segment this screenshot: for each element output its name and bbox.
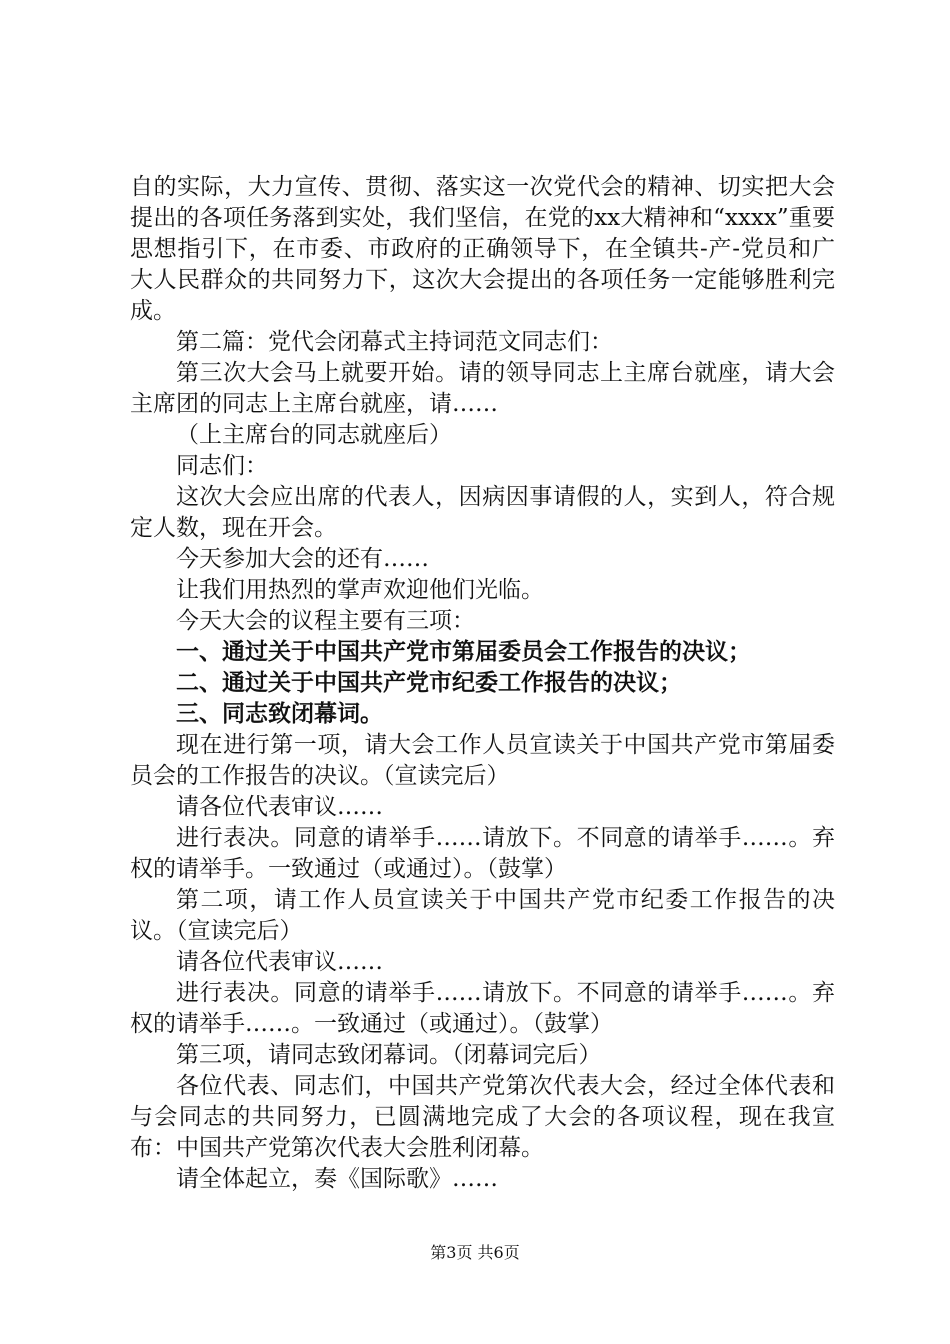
paragraph: 第三项，请同志致闭幕词。（闭幕词完后） (176, 1042, 602, 1068)
paragraph: 第三次大会马上就要开始。请的领导同志上主席台就座，请大会主席团的同志上主席台就座，请…… (130, 360, 835, 417)
paragraph: 自的实际，大力宣传、贯彻、落实这一次党代会的精神、切实把大会提出的各项任务落到实处，我们坚信，在党的xx大精神和“xxxx”重要思想指引下，在市委、市政府的正确领导下，在全镇共-产-党员和广大人民群众的共同努力下，这次大会提出的各项任务一定能够胜利完成。 (130, 174, 835, 324)
agenda-item: 二、通过关于中国共产党市纪委工作报告的决议； (176, 670, 682, 696)
paragraph: 请全体起立，奏《国际歌》…… (176, 1166, 498, 1192)
paragraph: 进行表决。同意的请举手……请放下。不同意的请举手……。弃权的请举手……。一致通过（或通过）。（鼓掌） (130, 980, 835, 1037)
agenda-item: 三、同志致闭幕词。 (176, 701, 383, 727)
paragraph: 第二篇：党代会闭幕式主持词范文同志们： (176, 329, 613, 355)
paragraph: 今天参加大会的还有…… (176, 546, 429, 572)
page-footer: 第3页 共6页 (430, 1243, 520, 1262)
paragraph: 请各位代表审议…… (176, 949, 383, 975)
paragraph: 请各位代表审议…… (176, 794, 383, 820)
paragraph: 让我们用热烈的掌声欢迎他们光临。 (176, 577, 544, 603)
paragraph: 第二项，请工作人员宣读关于中国共产党市纪委工作报告的决议。（宣读完后） (130, 887, 835, 944)
paragraph: 同志们： (176, 453, 268, 479)
paragraph: 各位代表、同志们，中国共产党第次代表大会，经过全体代表和与会同志的共同努力，已圆满地完成了大会的各项议程，现在我宣布：中国共产党第次代表大会胜利闭幕。 (130, 1073, 835, 1161)
paragraph: （上主席台的同志就座后） (176, 422, 452, 448)
paragraph: 现在进行第一项，请大会工作人员宣读关于中国共产党市第届委员会的工作报告的决议。（宣读完后） (130, 732, 835, 789)
paragraph: 今天大会的议程主要有三项： (176, 608, 475, 634)
document-body (130, 172, 835, 1195)
paragraph: 进行表决。同意的请举手……请放下。不同意的请举手……。弃权的请举手。一致通过（或通过）。（鼓掌） (130, 825, 835, 882)
paragraph: 这次大会应出席的代表人，因病因事请假的人，实到人，符合规定人数，现在开会。 (130, 484, 835, 541)
agenda-item: 一、通过关于中国共产党市第届委员会工作报告的决议； (176, 639, 751, 665)
